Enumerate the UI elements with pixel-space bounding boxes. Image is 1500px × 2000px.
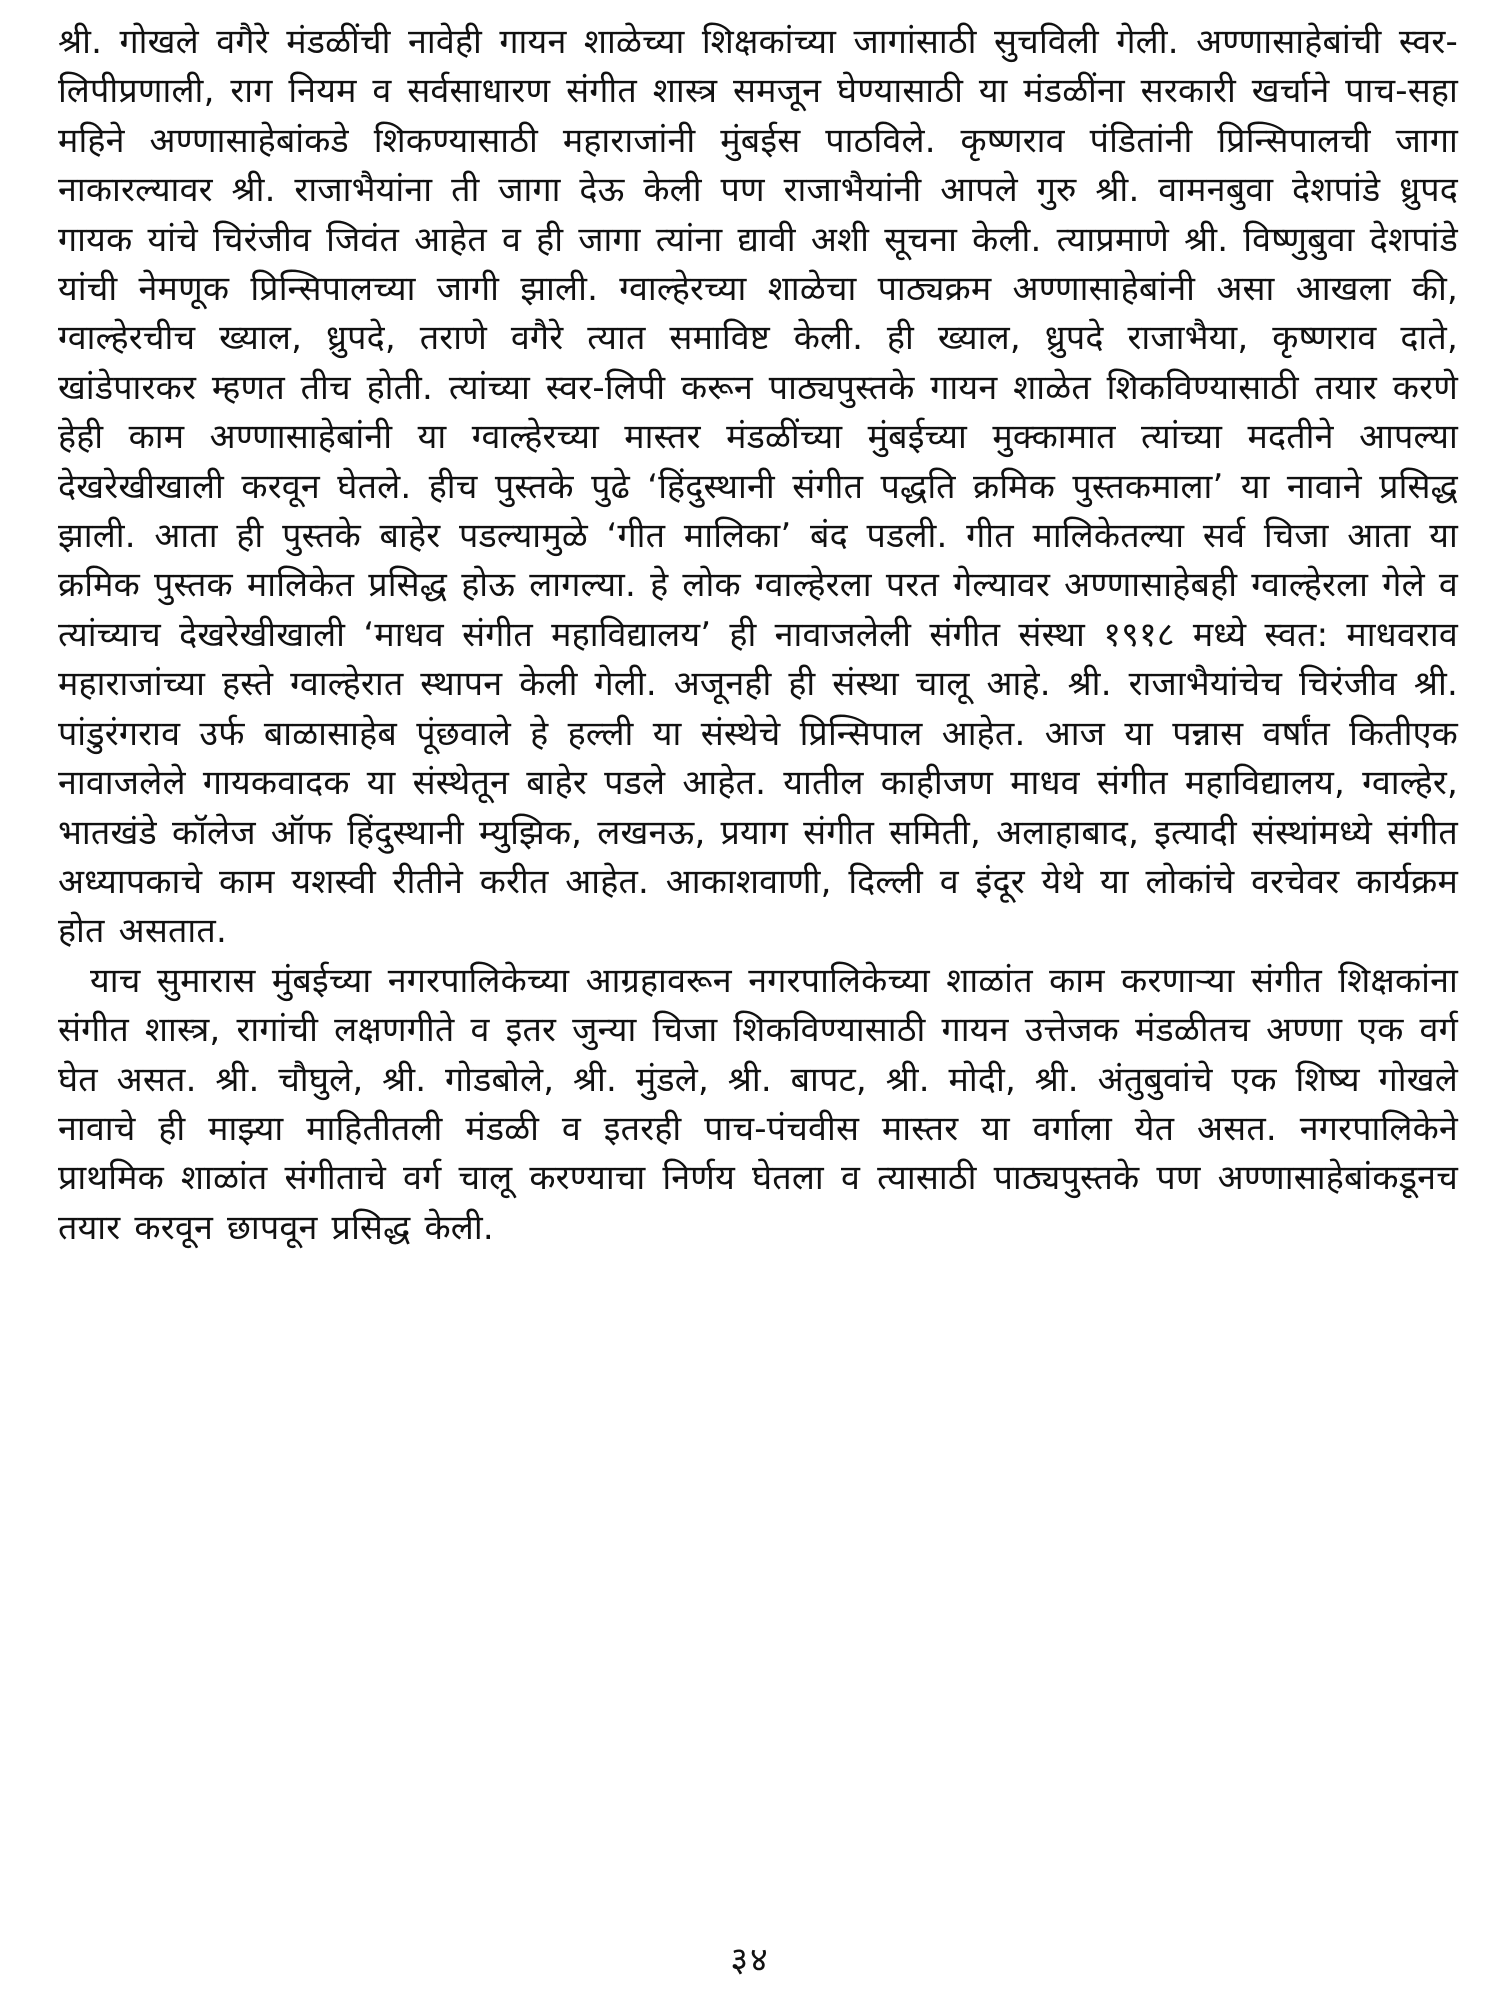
body-paragraph-1: श्री. गोखले वगैरे मंडळींची नावेही गायन शाळेच्या शिक्षकांच्या जागांसाठी सुचविली गेली. अण्णासाहेबांची स्वर-लिपीप्रणाली, राग नियम व सर्वसाधारण संगीत शास्त्र समजून घेण्यासाठी या मंडळींना सरकारी खर्चाने पाच-सहा महिने अण्णासाहेबांकडे शिकण्यासाठी महाराजांनी मुंबईस पाठविले. कृष्णराव पंडितांनी प्रिन्सिपालची जागा नाकारल्यावर श्री. राजाभैयांना ती जागा देऊ केली पण राजाभैयांनी आपले गुरु श्री. वामनबुवा देशपांडे ध्रुपद गायक यांचे चिरंजीव जिवंत आहेत व ही जागा त्यांना द्यावी अशी सूचना केली. त्याप्रमाणे श्री. विष्णुबुवा देशपांडे यांची नेमणूक प्रिन्सिपालच्या जागी झाली. ग्वाल्हेरच्या शाळेचा पाठ्यक्रम अण्णासाहेबांनी असा आखला की, ग्वाल्हेरचीच ख्याल, ध्रुपदे, तराणे वगैरे त्यात समाविष्ट केली. ही ख्याल, ध्रुपदे राजाभैया, कृष्णराव दाते, खांडेपारकर म्हणत तीच होती. त्यांच्या स्वर-लिपी करून पाठ्यपुस्तके गायन शाळेत शिकविण्यासाठी तयार करणे हेही काम अण्णासाहेबांनी या ग्वाल्हेरच्या मास्तर मंडळींच्या मुंबईच्या मुक्कामात त्यांच्या मदतीने आपल्या देखरेखीखाली करवून घेतले. हीच पुस्तके पुढे ‘हिंदुस्थानी संगीत पद्धति क्रमिक पुस्तकमाला’ या नावाने प्रसिद्ध झाली. आता ही पुस्तके बाहेर पडल्यामुळे ‘गीत मालिका’ बंद पडली. गीत मालिकेतल्या सर्व चिजा आता या क्रमिक पुस्तक मालिकेत प्रसिद्ध होऊ लागल्या. हे लोक ग्वाल्हेरला परत गेल्यावर अण्णासाहेबही ग्वाल्हेरला गेले व त्यांच्याच देखरेखीखाली ‘माधव संगीत महाविद्यालय’ ही नावाजलेली संगीत संस्था १९१८ मध्ये स्वत: माधवराव महाराजांच्या हस्ते ग्वाल्हेरात स्थापन केली गेली. अजूनही ही संस्था चालू आहे. श्री. राजाभैयांचेच चिरंजीव श्री. पांडुरंगराव उर्फ बाळासाहेब पूंछवाले हे हल्ली या संस्थेचे प्रिन्सिपाल आहेत. आज या पन्नास वर्षांत कितीएक नावाजलेले गायकवादक या संस्थेतून बाहेर पडले आहेत. यातील काहीजण माधव संगीत महाविद्यालय, ग्वाल्हेर, भातखंडे कॉलेज ऑफ हिंदुस्थानी म्युझिक, लखनऊ, प्रयाग संगीत समिती, अलाहाबाद, इत्यादी संस्थांमध्ये संगीत अध्यापकाचे काम यशस्वी रीतीने करीत आहेत. आकाशवाणी, दिल्ली व इंदूर येथे या लोकांचे वरचेवर कार्यक्रम होत असतात. — [58, 22, 1459, 952]
page-number: ३४ — [730, 1940, 770, 1980]
body-paragraph-2: याच सुमारास मुंबईच्या नगरपालिकेच्या आग्रहावरून नगरपालिकेच्या शाळांत काम करणाऱ्या संगीत शिक्षकांना संगीत शास्त्र, रागांची लक्षणगीते व इतर जुन्या चिजा शिकविण्यासाठी गायन उत्तेजक मंडळीतच अण्णा एक वर्ग घेत असत. श्री. चौघुले, श्री. गोडबोले, श्री. मुंडले, श्री. बापट, श्री. मोदी, श्री. अंतुबुवांचे एक शिष्य गोखले नावाचे ही माझ्या माहितीतली मंडळी व इतरही पाच-पंचवीस मास्तर या वर्गाला येत असत. नगरपालिकेने प्राथमिक शाळांत संगीताचे वर्ग चालू करण्याचा निर्णय घेतला व त्यासाठी पाठ्यपुस्तके पण अण्णासाहेबांकडूनच तयार करवून छापवून प्रसिद्ध केली. — [58, 960, 1458, 1248]
book-page — [58, 18, 1458, 1958]
